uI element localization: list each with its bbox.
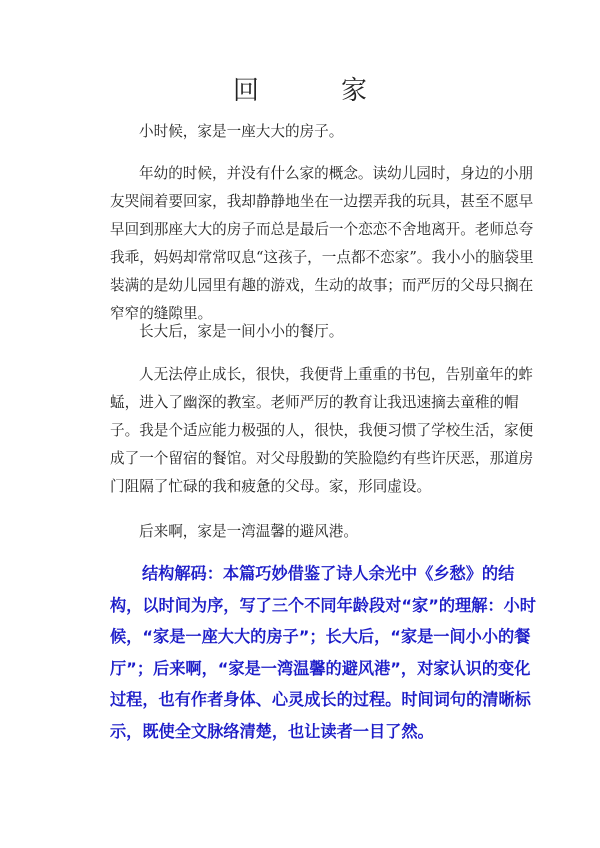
paragraph-growing-up-body: 人无法停止成长，很快，我便背上重重的书包，告别童年的蚱蜢，进入了幽深的教室。老师严厉的教育让我迅速摘去童稚的帽子。我是个适应能力极强的人，很快，我便习惯了学校生活，家便成了一个留宿的餐馆。对父母殷勤的笑脸隐约有些许厌恶，那道房门阻隔了忙碌的我和疲惫的父母。家，形同虚设。 [110, 366, 534, 495]
paragraph-childhood-body: 年幼的时候，并没有什么家的概念。读幼儿园时，身边的小朋友哭闹着要回家，我却静静地坐在一边摆弄我的玩具，甚至不愿早早回到那座大大的房子而总是最后一个恋恋不舍地离开。老师总夸我乖，妈妈却常常叹息“这孩子，一点都不恋家”。我小小的脑袋里装满的是幼儿园里有趣的游戏，生动的故事；而严厉的父母只搁在窄窄的缝隙里。 [110, 165, 534, 322]
structure-analysis: 结构解码：本篇巧妙借鉴了诗人余光中《乡愁》的结构，以时间为序，写了三个不同年龄段对“家”的理解：小时候，“家是一座大大的房子”；长大后，“家是一间小小的餐厅”；后来啊，“家是一湾温馨的避风港”，对家认识的变化过程，也有作者身体、心灵成长的过程。时间词句的清晰标示，既使全文脉络清楚，也让读者一目了然。 [110, 564, 536, 741]
paragraph-growing-up-heading: 长大后，家是一间小小的餐厅。 [139, 323, 344, 340]
essay-title: 回 家 [232, 76, 395, 106]
paragraph-childhood-heading: 小时候，家是一座大大的房子。 [139, 123, 344, 140]
paragraph-later-heading: 后来啊，家是一湾温馨的避风港。 [139, 523, 358, 540]
